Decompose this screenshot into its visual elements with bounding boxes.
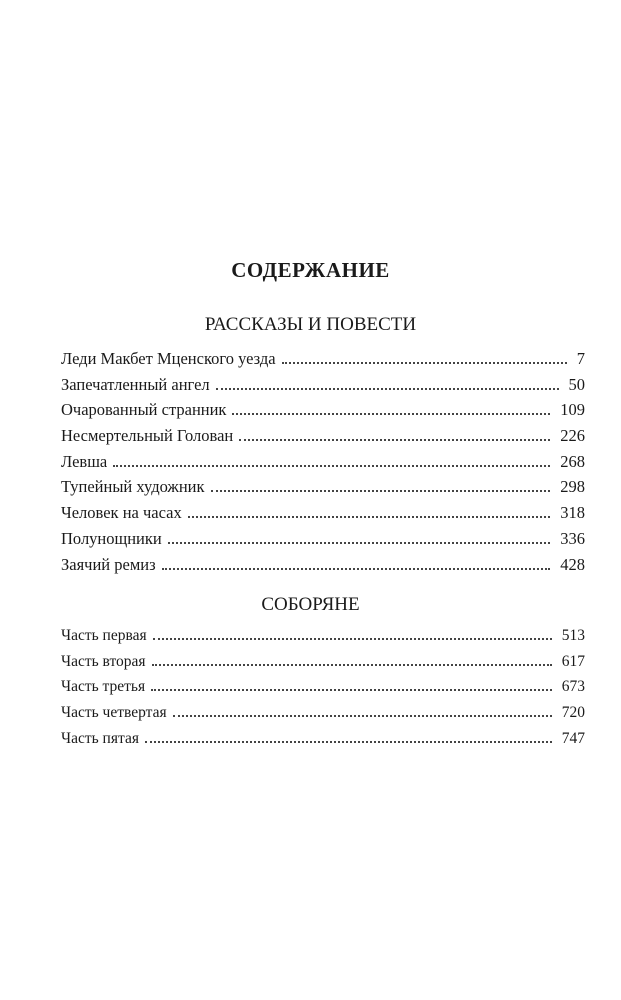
toc-entry-page: 226	[560, 426, 585, 446]
dot-leader	[216, 388, 559, 390]
toc-entry[interactable]	[61, 500, 585, 526]
toc-entry-page: 318	[560, 503, 585, 523]
toc-entry[interactable]	[61, 474, 585, 500]
toc-entry-page: 720	[561, 704, 585, 722]
toc-entry[interactable]	[61, 346, 585, 372]
toc-entry[interactable]	[61, 552, 585, 578]
dot-leader	[282, 362, 567, 364]
toc-entry-page: 7	[576, 349, 585, 368]
toc-entry-page: 747	[561, 729, 585, 747]
dot-leader	[152, 664, 552, 666]
toc-entry-title: Часть первая	[61, 627, 147, 644]
dot-leader	[153, 638, 552, 640]
toc-entry-page: 268	[560, 451, 585, 471]
toc-entry-title: Часть вторая	[61, 652, 146, 670]
dot-leader	[113, 465, 550, 467]
page-title: СОДЕРЖАНИЕ	[231, 258, 390, 282]
toc-entry[interactable]	[61, 423, 585, 449]
toc-list-stories	[61, 346, 585, 577]
toc-entry-title: Левша	[61, 451, 108, 471]
dot-leader	[162, 568, 551, 570]
toc-entry-title: Часть четвертая	[61, 704, 167, 722]
toc-entry-title: Часть третья	[61, 678, 146, 696]
toc-entry[interactable]	[61, 623, 585, 649]
toc-entry-page: 617	[561, 652, 585, 670]
toc-entry[interactable]	[61, 726, 585, 752]
toc-entry-page: 336	[560, 528, 585, 548]
toc-list-soboryane	[61, 623, 585, 751]
dot-leader	[151, 689, 552, 691]
toc-entry-title: Запечатленный ангел	[61, 374, 210, 394]
toc-entry[interactable]	[61, 526, 585, 552]
dot-leader	[168, 542, 551, 544]
dot-leader	[145, 741, 552, 743]
toc-entry-page: 298	[560, 477, 585, 497]
toc-entry-title: Человек на часах	[61, 503, 182, 523]
toc-entry[interactable]	[61, 449, 585, 475]
toc-entry-page: 673	[561, 678, 585, 696]
toc-entry-title: Полунощники	[61, 528, 162, 548]
toc-entry-title: Тупейный художник	[61, 477, 205, 497]
toc-entry-title: Очарованный странник	[61, 400, 227, 420]
dot-leader	[211, 490, 551, 492]
toc-entry[interactable]	[61, 649, 585, 675]
toc-entry-title: Часть пятая	[61, 729, 139, 747]
toc-entry-page: 50	[568, 374, 585, 394]
toc-entry[interactable]	[61, 372, 585, 398]
toc-entry-page: 109	[560, 400, 585, 420]
toc-entry-page: 428	[560, 554, 585, 574]
dot-leader	[232, 413, 550, 415]
toc-entry-page: 513	[561, 627, 585, 644]
toc-entry[interactable]	[61, 700, 585, 726]
toc-entry[interactable]	[61, 674, 585, 700]
dot-leader	[173, 715, 552, 717]
toc-entry[interactable]	[61, 397, 585, 423]
toc-entry-title: Несмертельный Голован	[61, 426, 234, 446]
toc-entry-title: Заячий ремиз	[61, 554, 156, 574]
section-heading-soboryane: СОБОРЯНЕ	[261, 594, 360, 615]
toc-entry-title: Леди Макбет Мценского уезда	[61, 349, 276, 368]
dot-leader	[188, 516, 551, 518]
section-heading-stories: РАССКАЗЫ И ПОВЕСТИ	[204, 314, 417, 335]
dot-leader	[239, 439, 550, 441]
